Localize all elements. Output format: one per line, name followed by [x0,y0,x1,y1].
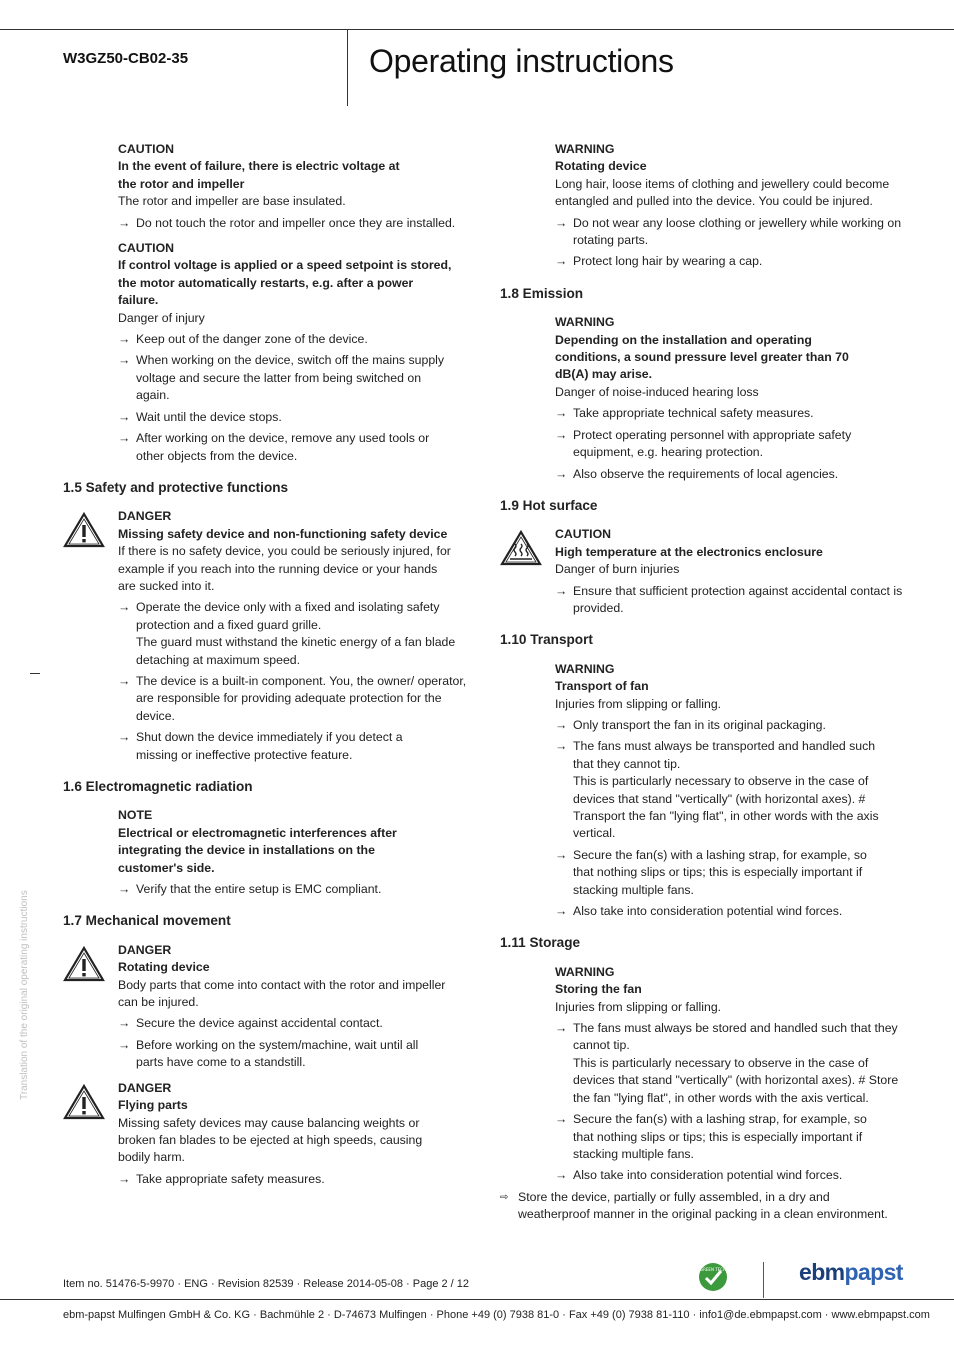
section-heading-1-10: 1.10 Transport [500,632,593,648]
footer-address: ebm-papst Mulfingen GmbH & Co. KG · Bachmühle 2 · D-74673 Mulfingen · Phone +49 (0) 7938 81-0 · Fax +49 (0) 7938 81-110 · info1@de.ebmpapst.com · www.ebmpapst.com [63,1309,930,1321]
instruction-item: → The device is a built-in component. You, the owner/ operator, are responsible for providing adequate protection for the device. [118,673,467,723]
left-column [63,141,473,1196]
footer-logo-divider [763,1262,764,1298]
caution-block-restart [63,240,473,465]
instruction-item: → Before working on the system/machine, wait until all parts have come to a standstill. [118,1037,419,1070]
instruction-item: → The fans must always be transported and handled such that they cannot tip. This is particularly necessary to observe in the case of devices that stand "vertically" (with horizontal axes). # Transport the fan "lying flat", in other words with the axis vertical. [555,739,879,841]
danger-heading: Rotating device [118,960,210,975]
header-top-rule [0,29,954,30]
margin-tick [30,673,40,674]
instruction-item: → The fans must always be stored and handled such that they cannot tip. This is particularly necessary to observe in the case of devices that stand "vertically" (with horizontal axes). # Store the fan "lying flat", in other words with the axis vertical. [555,1021,899,1105]
instruction-item: → Secure the device against accidental contact. [118,1016,383,1031]
warning-heading: Rotating device [555,159,647,174]
instruction-item: → Verify that the entire setup is EMC compliant. [118,882,382,897]
warning-block-emission [500,314,910,483]
warning-text: Injuries from slipping or falling. [555,999,722,1014]
caution-label: CAUTION [555,527,612,542]
page-title: Operating instructions [369,43,674,79]
warning-text: Danger of noise-induced hearing loss [555,384,759,399]
instruction-item: → Also observe the requirements of local agencies. [555,466,839,481]
note-heading: Electrical or electromagnetic interferences after integrating the device in installations on the customer's side. [118,825,397,875]
warning-triangle-icon [63,946,105,982]
footer-rule [0,1299,954,1300]
section-heading-1-9: 1.9 Hot surface [500,497,598,513]
instruction-item: → Protect operating personnel with appropriate safety equipment, e.g. hearing protection. [555,427,852,460]
section-heading-1-6: 1.6 Electromagnetic radiation [63,779,253,794]
section-heading-1-7: 1.7 Mechanical movement [63,913,231,929]
hot-surface-warning-icon [500,530,542,566]
danger-block-flying-parts [63,1080,473,1188]
caution-heading: High temperature at the electronics enclosure [555,544,823,559]
svg-text:GREEN TECH: GREEN TECH [700,1267,726,1272]
model-number: W3GZ50-CB02-35 [63,50,189,67]
instruction-item: → Secure the fan(s) with a lashing strap, for example, so that nothing slips or tips; this is especially important if stacking multiple fans. [555,847,867,897]
section-heading-1-5: 1.5 Safety and protective functions [63,479,289,495]
warning-label: WARNING [555,964,615,979]
warning-label: WARNING [555,142,615,156]
danger-text: Body parts that come into contact with the rotor and impeller can be injured. [118,977,446,1010]
caution-text: Danger of injury [118,310,205,325]
instruction-item: → Do not wear any loose clothing or jewellery while working on rotating parts. [555,215,902,248]
note-label: NOTE [118,808,153,823]
warning-block-transport [500,661,910,921]
caution-heading: If control voltage is applied or a speed setpoint is stored, the motor automatically restarts, e.g. after a power failure. [118,258,452,308]
warning-label: WARNING [555,315,615,330]
sidebar-translation-note: Translation of the original operating instructions [19,890,30,1100]
rule-arrow-icon: ⇨ [500,1191,509,1203]
caution-text: Danger of burn injuries [555,562,680,577]
instruction-item: → Shut down the device immediately if you detect a missing or ineffective protective feature. [118,730,403,762]
instruction-item: → Secure the fan(s) with a lashing strap, for example, so that nothing slips or tips; this is especially important if stacking multiple fans. [555,1112,867,1161]
warning-heading: Transport of fan [555,679,649,694]
caution-block-voltage [63,141,473,232]
danger-block-rotating [63,942,473,1072]
danger-label: DANGER [118,942,172,957]
danger-label: DANGER [118,1080,172,1095]
warning-heading: Storing the fan [555,982,642,997]
instruction-item: → Operate the device only with a fixed and isolating safety protection and a fixed guard grille. The guard must withstand the kinetic energy of a fan blade detaching at maximum speed. [118,600,456,667]
greentech-badge-icon [698,1262,728,1292]
instruction-item: → Protect long hair by wearing a cap. [555,254,763,269]
instruction-item: → Only transport the fan in its original packaging. [555,717,826,732]
instruction-item: → Do not touch the rotor and impeller once they are installed. [118,215,456,230]
storage-instruction: ⇨ Store the device, partially or fully assembled, in a dry and weatherproof manner in the original packing in a clean environment. [500,1189,888,1222]
danger-block-safety-device [63,508,473,764]
warning-label: WARNING [555,661,615,676]
footer-item-info: Item no. 51476-5-9970 · ENG · Revision 82539 · Release 2014-05-08 · Page 2 / 12 [63,1278,470,1290]
section-heading-1-8: 1.8 Emission [500,285,584,301]
section-heading-1-11: 1.11 Storage [500,935,581,951]
instruction-item: → When working on the device, switch off the mains supply voltage and secure the latter from being switched on again. [118,353,445,403]
warning-triangle-icon [63,512,105,548]
instruction-item: → Also take into consideration potential wind forces. [555,904,843,919]
warning-text: Long hair, loose items of clothing and jewellery could become entangled and pulled into the device. You could be injured. [555,176,890,209]
instruction-item: → After working on the device, remove any used tools or other objects from the device. [118,431,430,463]
instruction-item: → Also take into consideration potential wind forces. [555,1168,843,1183]
danger-label: DANGER [118,509,172,524]
instruction-item: → Wait until the device stops. [118,409,282,424]
note-block-emc [63,807,473,898]
ebmpapst-logo: ebmpapst [799,1259,903,1285]
caution-heading: In the event of failure, there is electric voltage at the rotor and impeller [118,159,400,191]
caution-label: CAUTION [118,241,175,256]
instruction-item: → Take appropriate safety measures. [118,1171,325,1186]
warning-block-storage [500,964,910,1185]
danger-text: If there is no safety device, you could be seriously injured, for example if you reach into the running device or your hands are sucked into it. [118,544,451,593]
instruction-item: → Take appropriate technical safety measures. [555,406,814,421]
danger-text: Missing safety devices may cause balancing weights or broken fan blades to be ejected at high speeds, causing bodily harm. [118,1115,423,1165]
caution-label: CAUTION [118,142,175,156]
warning-text: Injuries from slipping or falling. [555,696,722,711]
instruction-item: → Keep out of the danger zone of the device. [118,332,368,347]
caution-block-hot-surface [500,526,910,617]
instruction-item: → Ensure that sufficient protection against accidental contact is provided. [555,583,903,615]
warning-heading: Depending on the installation and operating conditions, a sound pressure level greater than 70 dB(A) may arise. [555,332,849,382]
danger-heading: Flying parts [118,1098,188,1113]
header-divider [347,29,348,106]
right-column [500,141,910,1224]
caution-text: The rotor and impeller are base insulated. [118,194,346,209]
danger-heading: Missing safety device and non-functioning safety device [118,526,448,541]
warning-triangle-icon [63,1084,105,1120]
warning-block-rotating [500,141,910,271]
